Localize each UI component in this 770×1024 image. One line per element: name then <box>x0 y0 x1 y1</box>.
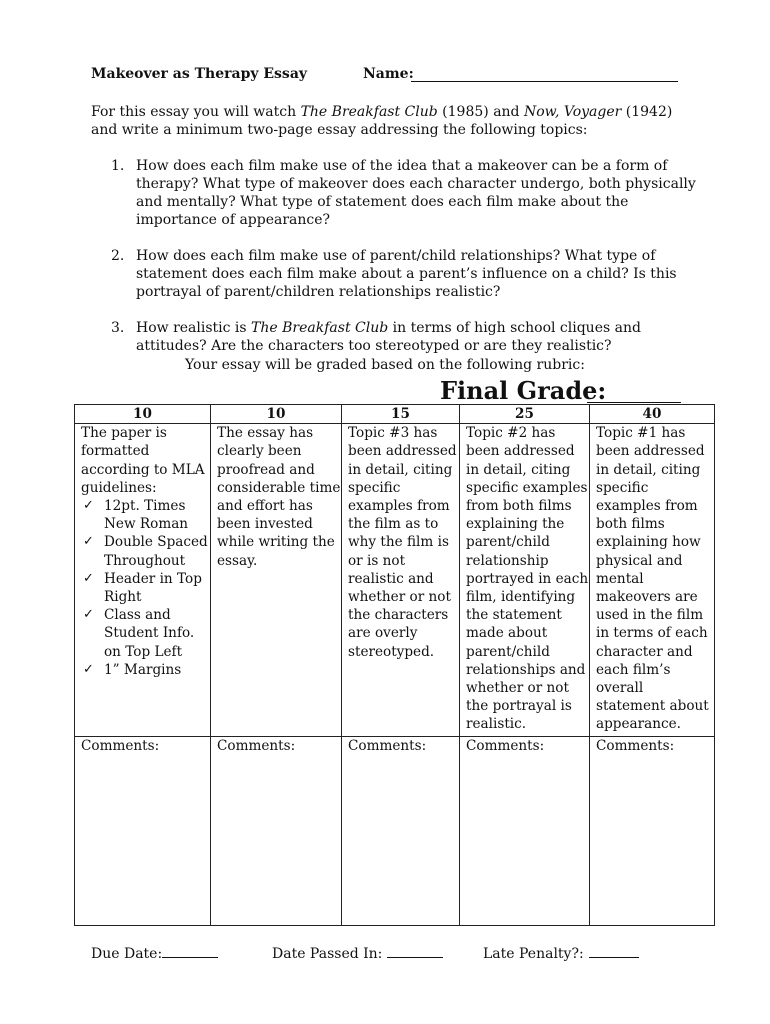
rubric-points-row <box>75 405 715 424</box>
due-date-blank-line <box>162 945 218 958</box>
points-header: 40 <box>590 405 715 424</box>
points-header: 10 <box>75 405 211 424</box>
checklist-text: Double Spaced Throughout <box>104 534 208 569</box>
checkmark-icon: ✓ <box>83 570 94 586</box>
checklist-text: 12pt. Times New Roman <box>104 498 189 533</box>
mla-checklist <box>81 497 210 679</box>
checklist-item <box>81 570 210 606</box>
topic-number: 1. <box>111 158 125 174</box>
points-header: 15 <box>342 405 460 424</box>
comments-cell: Comments: <box>460 737 590 926</box>
checklist-item <box>81 533 210 569</box>
topics-list <box>91 157 701 373</box>
topic-item-2 <box>91 247 701 301</box>
final-grade-blank-line <box>587 402 681 403</box>
late-penalty-field <box>483 945 639 962</box>
name-label: Name: <box>363 66 414 82</box>
late-penalty-blank-line <box>589 945 639 958</box>
checklist-item <box>81 606 210 661</box>
topic-text: How does each film make use of parent/child relationships? What type of statement does each film make about a parent’s influence on a child? Is this portrayal of parent/children relationships realistic? <box>136 248 677 300</box>
topic-text: How does each film make use of the idea that a makeover can be a form of therapy? What type of makeover does each character undergo, both physically and mentally? What type of statement does each film make about the importance of appearance? <box>136 158 696 228</box>
date-passed-in-field <box>272 945 443 962</box>
topic-item-1 <box>91 157 701 229</box>
footer-row <box>91 945 691 965</box>
comments-cell: Comments: <box>590 737 715 926</box>
rubric-table <box>74 404 715 926</box>
checkmark-icon: ✓ <box>83 534 94 550</box>
film-title-breakfast-club: The Breakfast Club <box>300 104 438 120</box>
topic-item-3 <box>91 319 701 355</box>
comments-cell: Comments: <box>211 737 342 926</box>
criteria-cell-formatting <box>75 424 211 737</box>
late-penalty-label: Late Penalty?: <box>483 946 584 962</box>
topic-text-end: in terms of high school cliques and attitudes? Are the characters too stereotyped or are they realistic? <box>136 320 641 354</box>
topic-number: 3. <box>111 320 125 336</box>
points-header: 25 <box>460 405 590 424</box>
due-date-label: Due Date: <box>91 946 163 962</box>
checklist-item <box>81 497 210 533</box>
criteria-text: The paper is formatted according to MLA guidelines: <box>81 425 205 496</box>
checkmark-icon: ✓ <box>83 661 94 677</box>
criteria-cell-proofreading: The essay has clearly been proofread and considerable time and effort has been invested while writing the essay. <box>211 424 342 737</box>
rubric-criteria-row <box>75 424 715 737</box>
criteria-cell-topic-3: Topic #3 has been addressed in detail, citing specific examples from the film as to why the film is or is not realistic and whether or not the characters are overly stereotyped. <box>342 424 460 737</box>
rubric-comments-row <box>75 737 715 926</box>
intro-text-start: For this essay you will watch <box>91 104 301 120</box>
checklist-text: Class and Student Info. on Top Left <box>104 607 195 660</box>
checkmark-icon: ✓ <box>83 607 94 623</box>
comments-cell: Comments: <box>75 737 211 926</box>
intro-text-end: (1942) and write a minimum two-page essay addressing the following topics: <box>91 104 673 138</box>
criteria-cell-topic-1: Topic #1 has been addressed in detail, citing specific examples from both films explaining how physical and mental makeovers are used in the film in terms of each character and each film’s overall statement about appearance. <box>590 424 715 737</box>
document-title: Makeover as Therapy Essay <box>91 66 308 82</box>
topic-number: 2. <box>111 248 125 264</box>
due-date-field <box>91 945 218 962</box>
comments-cell: Comments: <box>342 737 460 926</box>
intro-paragraph <box>91 103 691 139</box>
intro-text-between: (1985) and <box>437 104 524 120</box>
checklist-text: 1” Margins <box>104 661 182 678</box>
points-header: 10 <box>211 405 342 424</box>
criteria-cell-topic-2: Topic #2 has been addressed in detail, citing specific examples from both films explaining the parent/child relationship portrayed in each film, identifying the statement made about parent/child relationships and whether or not the portrayal is realistic. <box>460 424 590 737</box>
film-title-breakfast-club: The Breakfast Club <box>251 320 389 336</box>
rubric-intro: Your essay will be graded based on the following rubric: <box>185 357 585 373</box>
topic-text-start: How realistic is <box>136 320 252 336</box>
header-row <box>91 66 691 86</box>
checklist-item <box>81 661 210 679</box>
date-passed-in-blank-line <box>387 945 443 958</box>
checkmark-icon: ✓ <box>83 498 94 514</box>
final-grade-label: Final Grade: <box>440 376 607 405</box>
name-blank-line <box>411 81 678 82</box>
checklist-text: Header in Top Right <box>104 570 202 606</box>
film-title-now-voyager: Now, Voyager <box>523 104 622 120</box>
date-passed-in-label: Date Passed In: <box>272 946 383 962</box>
